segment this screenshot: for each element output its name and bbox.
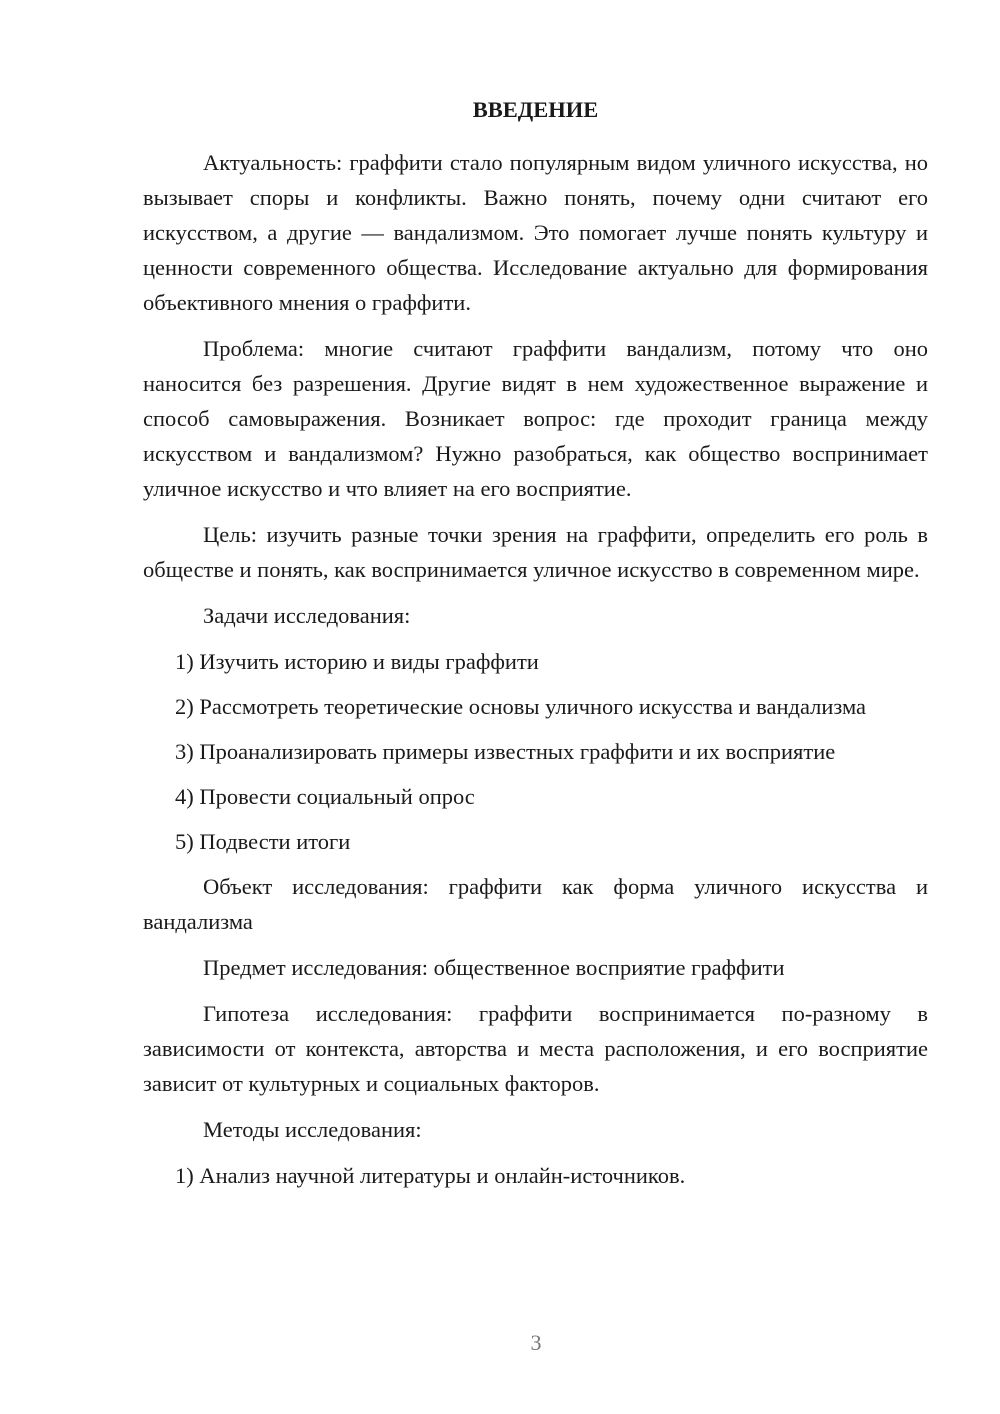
document-page [143, 92, 928, 1203]
hypothesis-paragraph: Гипотеза исследования: граффити воспринимается по-разному в зависимости от контекста, авторства и места расположения, и его восприятие зависит от культурных и социальных факторов. [143, 1001, 928, 1096]
problem-paragraph: Проблема: многие считают граффити вандализм, потому что оно наносится без разрешения. Другие видят в нем художественное выражение и способ самовыражения. Возникает вопрос: где проходит граница между искусством и вандализмом? Нужно разобраться, как общество воспринимает уличное искусство и что влияет на его восприятие. [143, 336, 928, 501]
subject-paragraph: Предмет исследования: общественное восприятие граффити [203, 955, 785, 980]
relevance-paragraph: Актуальность: граффити стало популярным видом уличного искусства, но вызывает споры и конфликты. Важно понять, почему одни считают его искусством, а другие — вандализмом. Это помогает лучше понять культуру и ценности современного общества. Исследование актуально для формирования объективного мнения о граффити. [143, 150, 928, 315]
task-item: 1) Изучить историю и виды граффити [175, 649, 539, 674]
task-item: 5) Подвести итоги [175, 829, 351, 854]
methods-heading: Методы исследования: [203, 1117, 422, 1142]
page-number: 3 [530, 1330, 542, 1355]
tasks-list [143, 644, 928, 859]
goal-paragraph: Цель: изучить разные точки зрения на граффити, определить его роль в обществе и понять, как воспринимается уличное искусство в современном мире. [143, 522, 928, 582]
tasks-heading: Задачи исследования: [203, 603, 411, 628]
task-item: 3) Проанализировать примеры известных граффити и их восприятие [175, 739, 836, 764]
task-item: 4) Провести социальный опрос [175, 784, 475, 809]
task-item: 2) Рассмотреть теоретические основы уличного искусства и вандализма [175, 694, 867, 719]
method-item: 1) Анализ научной литературы и онлайн-источников. [175, 1163, 686, 1188]
page-title: ВВЕДЕНИЕ [472, 97, 599, 122]
object-paragraph: Объект исследования: граффити как форма уличного искусства и вандализма [143, 874, 928, 934]
methods-list [143, 1158, 928, 1193]
